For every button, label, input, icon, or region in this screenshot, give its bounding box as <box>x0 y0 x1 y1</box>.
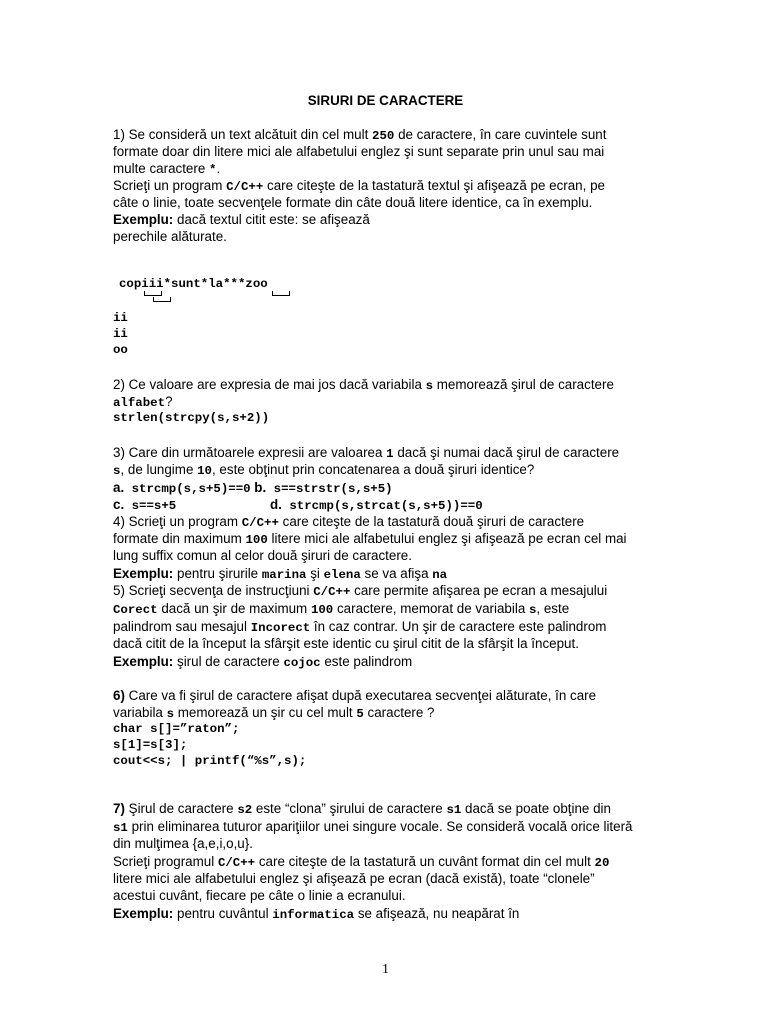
p5-line5: Exemplu: şirul de caractere cojoc este palindrom <box>113 654 413 670</box>
p3-option-d: d. strcmp(s,strcat(s,s+5))==0 <box>270 497 483 513</box>
p4-line2: formate din maximum 100 litere mici ale alfabetului englez şi afişează pe ecran cel mai <box>113 531 627 547</box>
p3-options-ab: a. strcmp(s,s+5)==0 b. s==strstr(s,s+5) <box>113 480 393 496</box>
p7-line5: litere mici ale alfabetului englez şi afişează pe ecran (dacă există), toate “clonele” <box>113 871 595 886</box>
p6-line2: variabila s memorează un şir cu cel mult 5 caractere ? <box>113 705 435 721</box>
p3-option-c: c. s==s+5 <box>113 497 177 513</box>
p2-line2: alfabet? <box>113 394 173 410</box>
p1-line4: Scrieţi un program C/C++ care citeşte de la tastatură textul şi afişează pe ecran, pe <box>113 178 605 194</box>
p6-code-line: cout<<s; | printf(“%s”,s); <box>113 754 307 768</box>
p1-line6: Exemplu: dacă textul citit este: se afişează <box>113 212 370 227</box>
p1-output-line: oo <box>113 343 128 357</box>
p2-expression: strlen(strcpy(s,s+2)) <box>113 411 270 425</box>
p1-line7: perechile alăturate. <box>113 229 227 244</box>
p7-line2: s1 prin eliminarea tuturor apariţiilor unei singure vocale. Se consideră vocală orice literă <box>113 819 633 835</box>
p7-line4: Scrieţi programul C/C++ care citeşte de la tastatură un cuvânt format din cel mult 20 <box>113 854 610 870</box>
p1-line1: 1) Se consideră un text alcătuit din cel mult 250 de caractere, în care cuvintele sunt <box>113 127 607 143</box>
p1-line2: formate doar din litere mici ale alfabetului englez şi sunt separate prin unul sau mai <box>113 144 605 159</box>
pair-marker <box>153 297 171 302</box>
p1-sample-text: copiii*sunt*la***zoo <box>119 277 268 291</box>
p5-line2: Corect dacă un şir de maximum 100 caractere, memorat de variabila s, este <box>113 601 570 617</box>
page-number: 1 <box>382 962 389 977</box>
p5-line1: 5) Scrieţi secvenţa de instrucţiuni C/C++ care permite afişarea pe ecran a mesajului <box>113 583 608 599</box>
p2-line1: 2) Ce valoare are expresia de mai jos dacă variabila s memorează şirul de caractere <box>113 377 614 393</box>
p1-output-line: ii <box>113 311 128 325</box>
p7-line1: 7) Şirul de caractere s2 este “clona” şirului de caractere s1 dacă se poate obţine din <box>113 801 611 817</box>
p4-line3: lung suffix comun al celor două şiruri de caractere. <box>113 548 412 563</box>
p3-line1: 3) Care din următoarele expresii are valoarea 1 dacă şi numai dacă şirul de caractere <box>113 445 620 461</box>
p1-line5: câte o linie, toate secvenţele formate din câte două litere identice, ca în exemplu. <box>113 195 593 210</box>
p7-line7: Exemplu: pentru cuvântul informatica se afişează, nu neapărat în <box>113 906 520 922</box>
p5-line4: dacă citit de la început la sfârşit este identic cu şirul citit de la sfârşit la început. <box>113 636 579 651</box>
p5-line3: palindrom sau mesajul Incorect în caz contrar. Un şir de caractere este palindrom <box>113 619 607 635</box>
p6-code-line: s[1]=s[3]; <box>113 738 188 752</box>
p6-line1: 6) Care va fi şirul de caractere afişat după executarea secvenţei alăturate, în care <box>113 688 597 703</box>
p4-line4: Exemplu: pentru şirurile marina şi elena se va afişa na <box>113 566 448 582</box>
pair-marker <box>144 291 162 296</box>
p1-output-line: ii <box>113 327 128 341</box>
p1-line3: multe caractere *. <box>113 161 221 177</box>
p3-line2: s, de lungime 10, este obţinut prin concatenarea a două şiruri identice? <box>113 462 535 478</box>
p7-line6: acestui cuvânt, fiecare pe câte o linie a ecranului. <box>113 888 406 903</box>
p4-line1: 4) Scrieţi un program C/C++ care citeşte de la tastatură două şiruri de caractere <box>113 514 585 530</box>
p6-code-line: char s[]=”raton”; <box>113 722 240 736</box>
p7-line3: din mulţimea {a,e,i,o,u}. <box>113 836 253 851</box>
document-title: SIRURI DE CARACTERE <box>307 93 464 108</box>
pair-marker <box>272 291 290 296</box>
